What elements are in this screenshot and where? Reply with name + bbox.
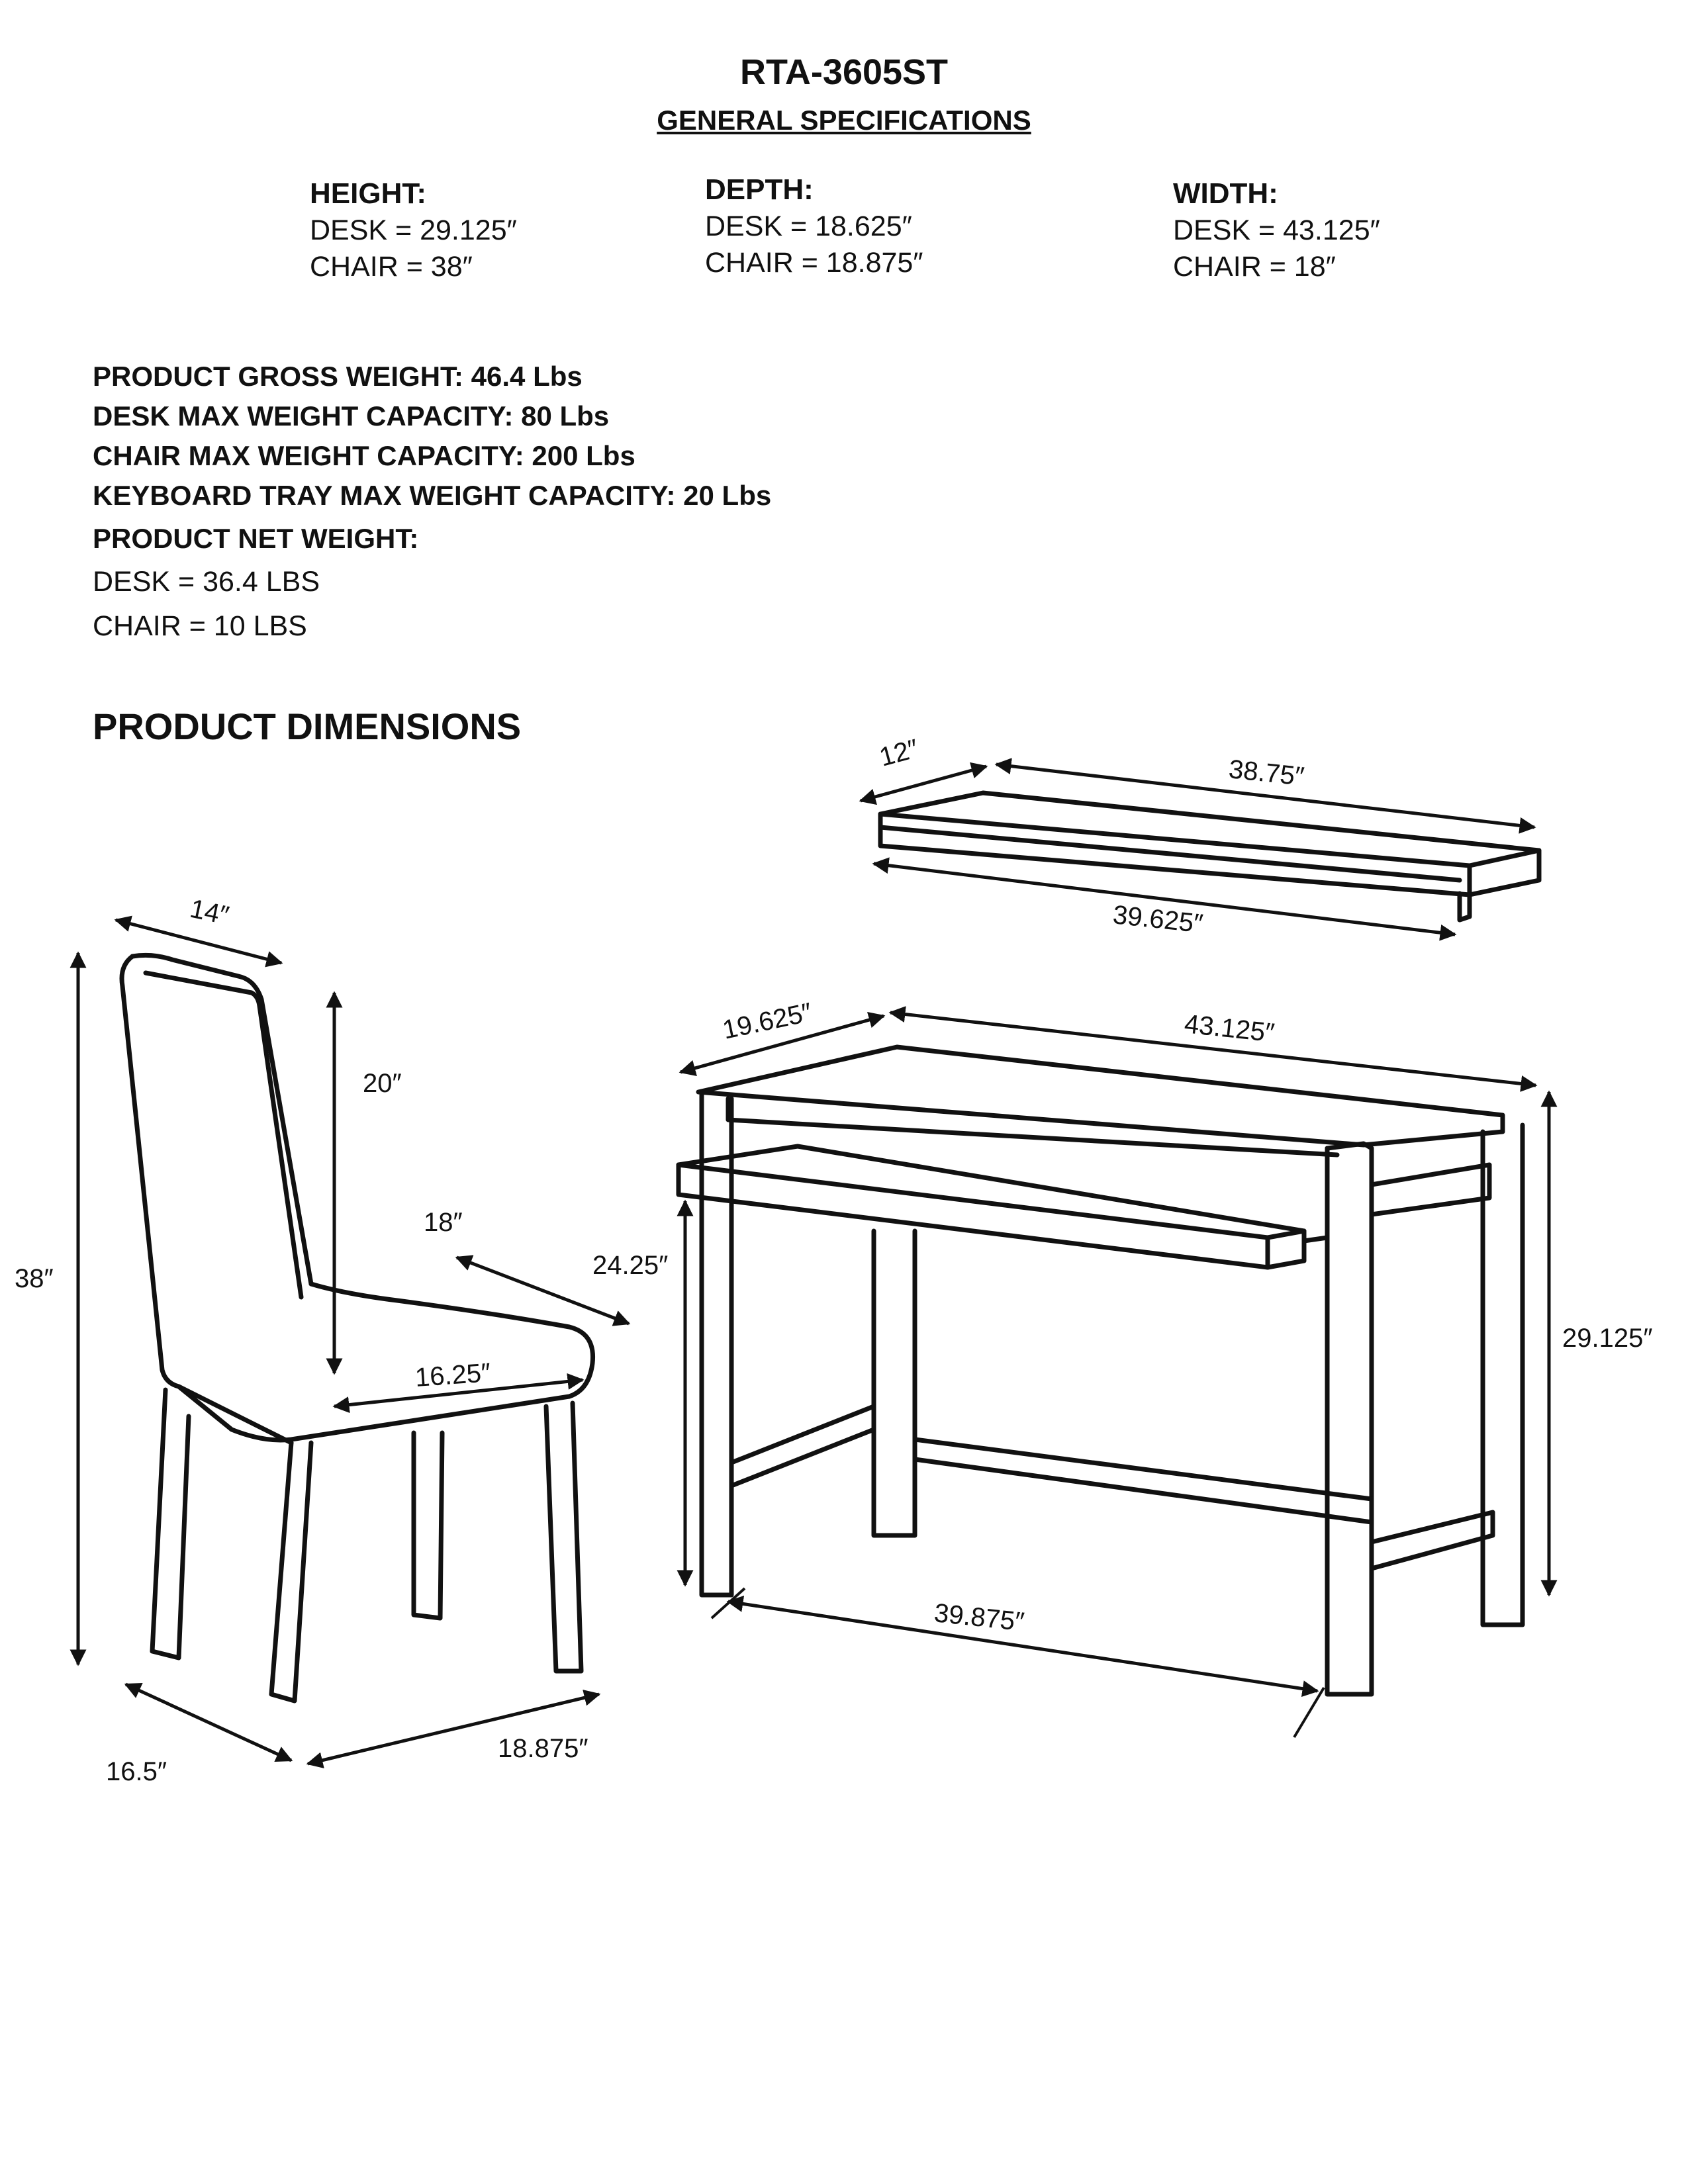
- dim-tray-width-top: 38.75″: [1227, 754, 1306, 792]
- dim-chair-back-width: 14″: [187, 893, 232, 931]
- specs-subtitle: GENERAL SPECIFICATIONS: [657, 105, 1031, 136]
- chair-capacity: CHAIR MAX WEIGHT CAPACITY: 200 Lbs: [93, 440, 635, 471]
- dim-chair-back-height: 20″: [363, 1069, 402, 1098]
- dim-desk-leg-span: 39.875″: [933, 1598, 1026, 1637]
- net-weight-label: PRODUCT NET WEIGHT:: [93, 523, 419, 554]
- desk-capacity: DESK MAX WEIGHT CAPACITY: 80 Lbs: [93, 400, 610, 432]
- depth-chair: CHAIR = 18.875″: [705, 247, 923, 279]
- dim-desk-depth: 19.625″: [720, 997, 815, 1045]
- dim-tray-depth: 12″: [876, 734, 921, 772]
- dim-desk-knee-height: 24.25″: [592, 1251, 669, 1280]
- dim-chair-height: 38″: [15, 1264, 54, 1293]
- dim-chair-base-depth: 16.5″: [106, 1757, 167, 1786]
- width-desk: DESK = 43.125″: [1173, 214, 1380, 246]
- net-weight-desk: DESK = 36.4 LBS: [93, 566, 320, 598]
- dim-desk-width: 43.125″: [1183, 1009, 1276, 1048]
- width-label: WIDTH:: [1173, 177, 1278, 210]
- dim-chair-seat-depth: 18″: [424, 1208, 463, 1237]
- height-chair: CHAIR = 38″: [310, 251, 473, 283]
- height-label: HEIGHT:: [310, 177, 426, 210]
- product-dimensions-title: PRODUCT DIMENSIONS: [93, 705, 522, 747]
- dim-desk-height: 29.125″: [1562, 1324, 1653, 1353]
- dim-chair-seat-width: 16.25″: [414, 1358, 492, 1392]
- depth-label: DEPTH:: [705, 173, 814, 206]
- keyboard-tray-drawing: [880, 793, 1539, 920]
- chair-drawing: [122, 955, 593, 1701]
- depth-desk: DESK = 18.625″: [705, 210, 912, 242]
- tray-capacity: KEYBOARD TRAY MAX WEIGHT CAPACITY: 20 Lbs: [93, 480, 772, 511]
- height-desk: DESK = 29.125″: [310, 214, 517, 246]
- desk-drawing: [679, 1047, 1523, 1694]
- dim-chair-base-width: 18.875″: [498, 1734, 588, 1763]
- gross-weight: PRODUCT GROSS WEIGHT: 46.4 Lbs: [93, 361, 583, 392]
- dim-tray-width-bottom: 39.625″: [1111, 900, 1205, 939]
- model-title: RTA-3605ST: [739, 52, 949, 92]
- net-weight-chair: CHAIR = 10 LBS: [93, 610, 307, 642]
- width-chair: CHAIR = 18″: [1173, 251, 1336, 283]
